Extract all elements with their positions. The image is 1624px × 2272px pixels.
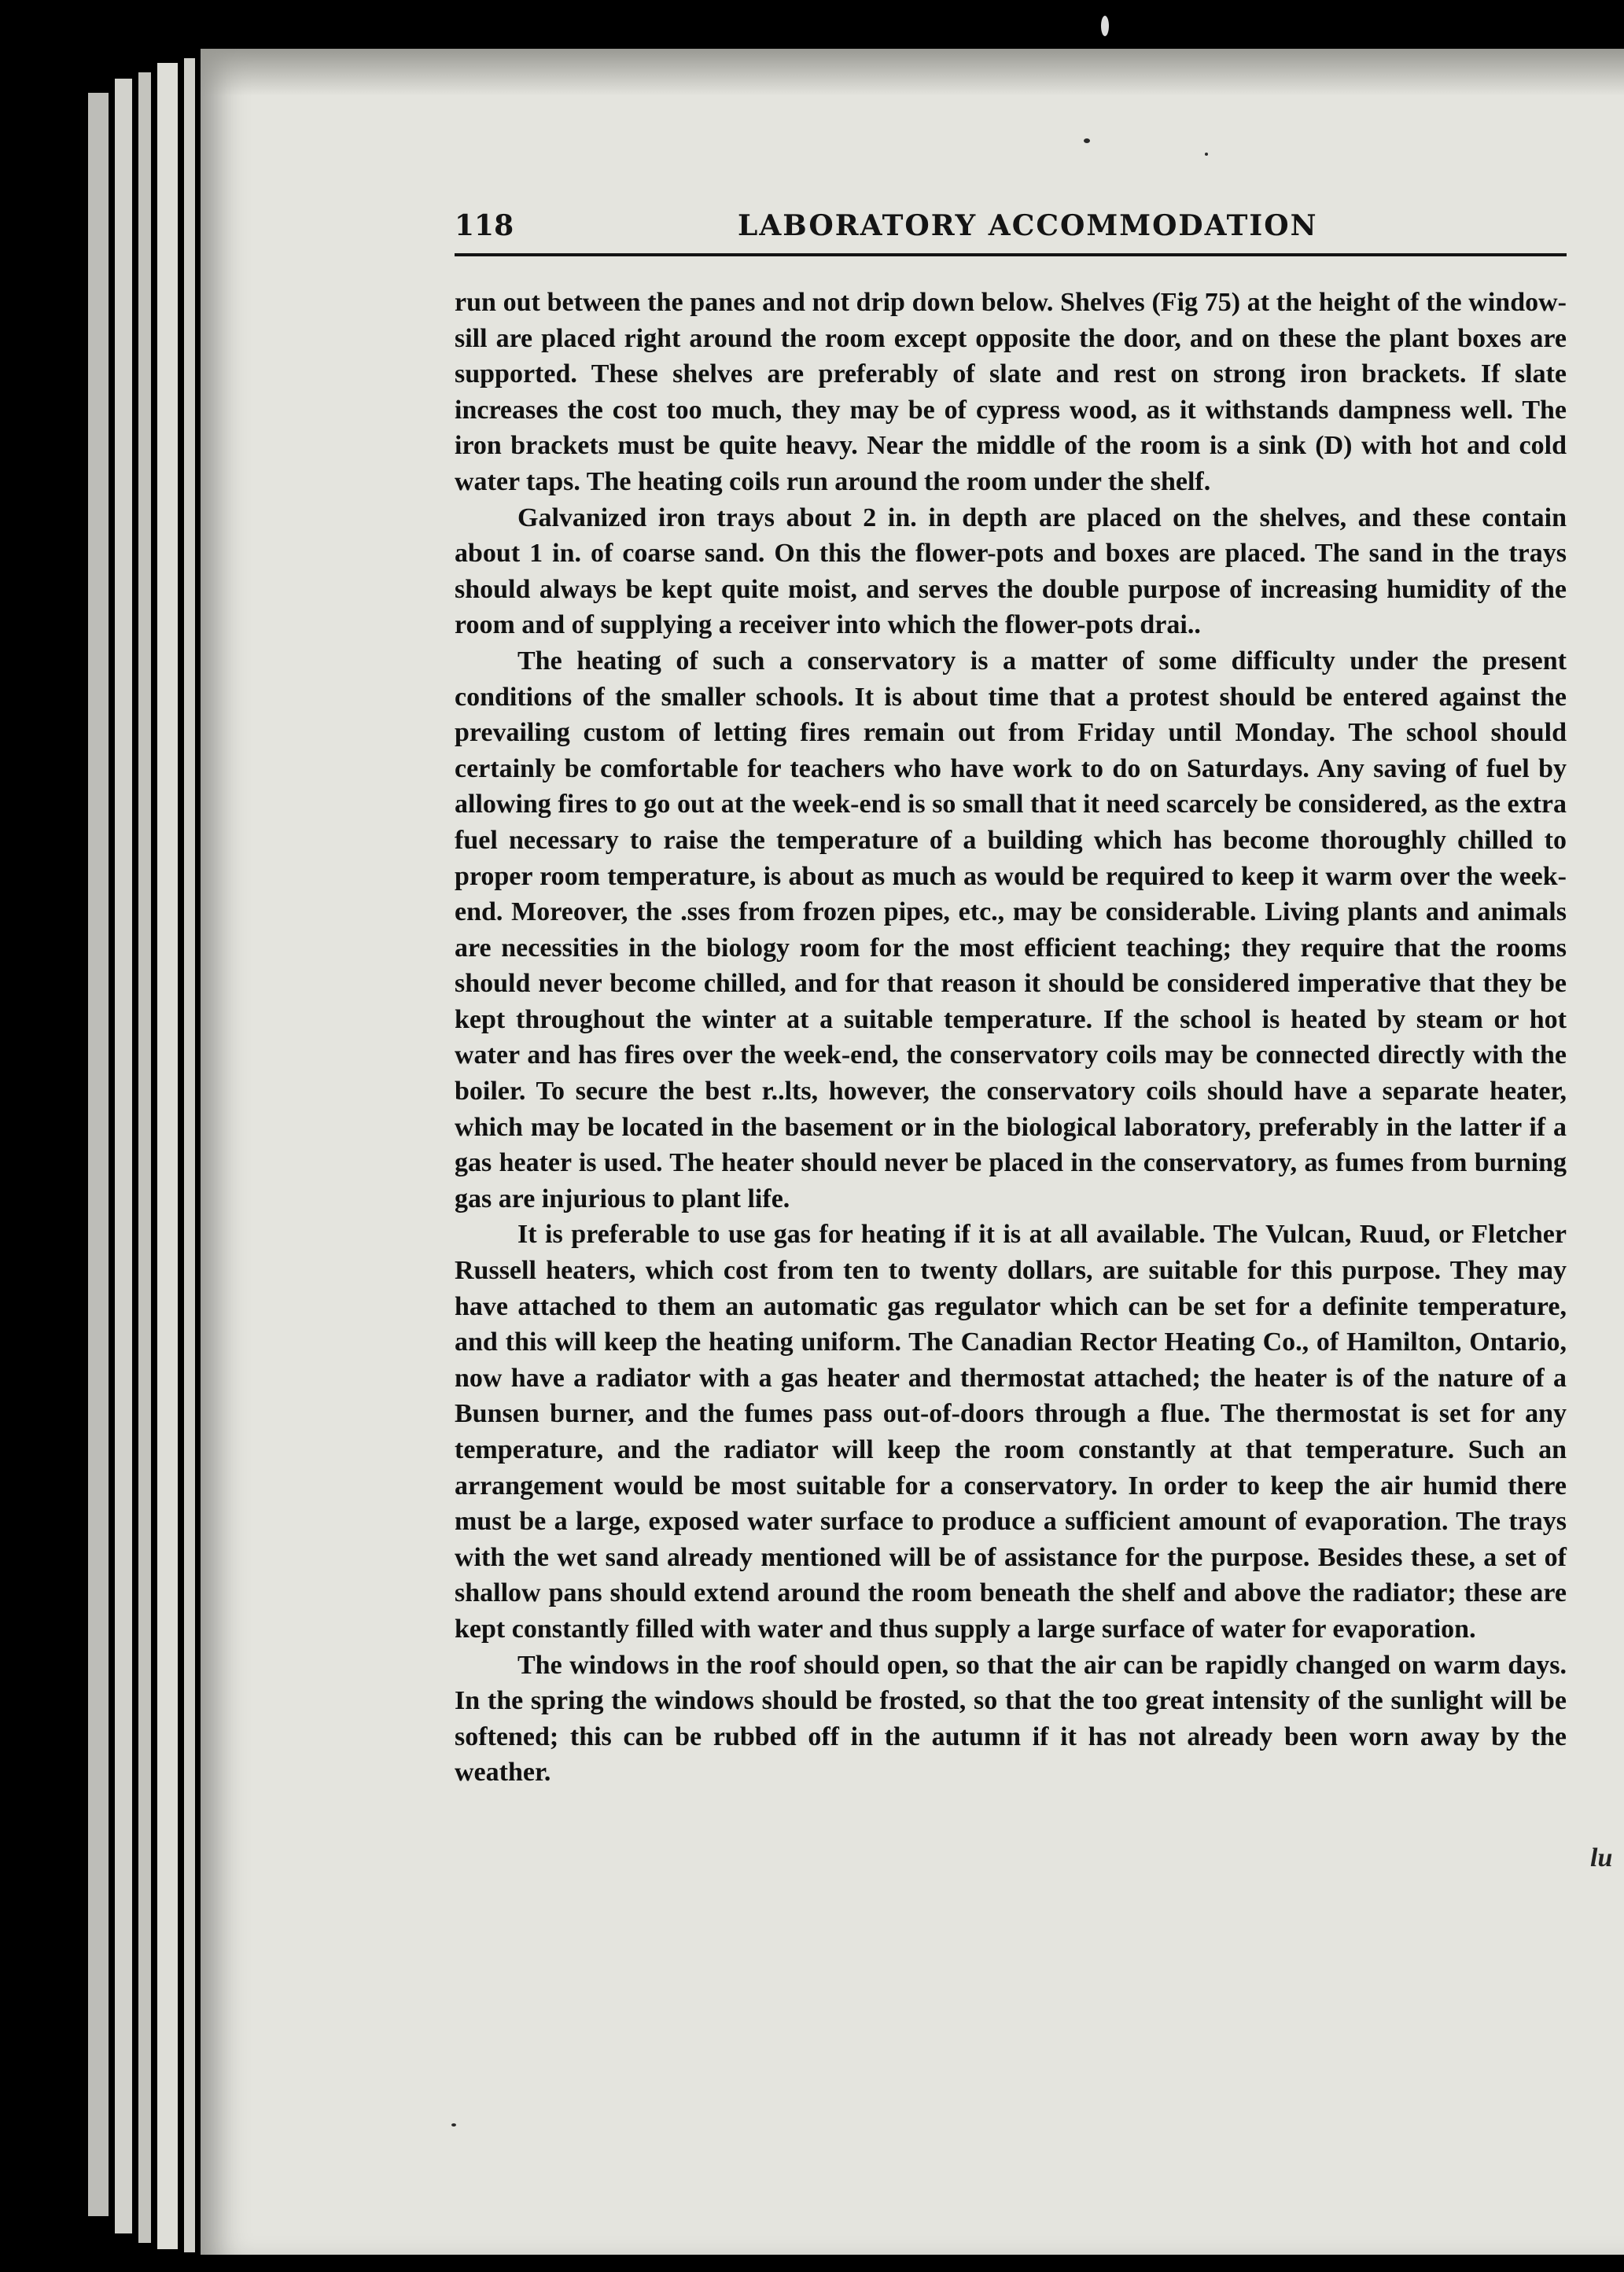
- running-head: LABORATORY ACCOMMODATION: [738, 209, 1318, 242]
- page-edge: [184, 58, 195, 2252]
- paragraph: Galvanized iron trays about 2 in. in depth are placed on the shelves, and these contain about 1 in. of coarse sand. On this the flower-pots and boxes are placed. The sand in the trays should always be kept quite moist, and serves the double purpose of increasing humidity of the room and of supplying a receiver into which the flower-pots drai..: [455, 503, 1567, 640]
- dust-speck: [1101, 16, 1109, 36]
- header-rule: [455, 253, 1567, 256]
- page-number: 118: [455, 209, 514, 242]
- paragraph: The windows in the roof should open, so that the air can be rapidly changed on warm days. In the spring the windows should be frosted, so that the too great intensity of the sunlight will be softened; this can be rubbed off in the autumn if it has not already been worn away by the weather.: [455, 1650, 1567, 1788]
- page-edge: [88, 93, 109, 2216]
- page-edge: [138, 72, 151, 2243]
- page-edge: [157, 63, 178, 2249]
- page-edge: [115, 79, 132, 2233]
- paragraph: The heating of such a conservatory is a matter of some difficulty under the present conditions of the smaller schools. It is about time that a protest should be entered against the prevailing custom of letting fires remain out from Friday until Monday. The school should certainly be comfortable for teachers who have work to do on Saturdays. Any saving of fuel by allowing fires to go out at the week-end is so small that it need scarcely be considered, as the extra fuel necessary to raise the temperature of a building which has become thoroughly chilled to proper room temperature, is about as much as would be required to keep it warm over the week-end. Moreover, the .sses from frozen pipes, etc., may be considerable. Living plants and animals are necessities in the biology room for the most efficient teaching; they require that the rooms should never become chilled, and for that reason it should be considered imperative that they be kept throughout the winter at a suitable temperature. If the school is heated by steam or hot water and has fires over the week-end, the conservatory coils may be connected directly with the boiler. To secure the best r..lts, however, the conservatory coils should have a separate heater, which may be located in the basement or in the biological laboratory, preferably in the latter if a gas heater is used. The heater should never be placed in the conservatory, as fumes from burning gas are injurious to plant life.: [455, 646, 1567, 1213]
- dust-speck: [1084, 138, 1090, 143]
- body-text: [455, 285, 1567, 1791]
- paragraph: It is preferable to use gas for heating if it is at all available. The Vulcan, Ruud, or Fletcher Russell heaters, which cost from ten to twenty dollars, are suitable for this purpose. They may have attached to them an automatic gas regulator which can be set for a definite temperature, and this will keep the heating uniform. The Canadian Rector Heating Co., of Hamilton, Ontario, now have a radiator with a gas heater and thermostat attached; the heater is of the nature of a Bunsen burner, and the fumes pass out-of-doors through a flue. The thermostat is set for any temperature, and the radiator will keep the room constantly at that temperature. Such an arrangement would be most suitable for a conservatory. In order to keep the air humid there must be a large, exposed water surface to produce a sufficient amount of evaporation. The trays with the wet sand already mentioned will be of assistance for the purpose. Besides these, a set of shallow pans should extend around the room beneath the shelf and above the radiator; these are kept constantly filled with water and thus supply a large surface of water for evaporation.: [455, 1220, 1567, 1644]
- paragraph: run out between the panes and not drip down below. Shelves (Fig 75) at the height of the window-sill are placed right around the room except opposite the door, and on these the plant boxes are supported. These shelves are preferably of slate and rest on strong iron brackets. If slate increases the cost too much, they may be of cypress wood, as it withstands dampness well. The iron brackets must be quite heavy. Near the middle of the room is a sink (D) with hot and cold water taps. The heating coils run around the room under the shelf.: [455, 288, 1567, 496]
- margin-mark: lu: [1590, 1843, 1613, 1872]
- dust-speck: [1205, 153, 1208, 156]
- dust-speck: [451, 2123, 456, 2127]
- page-header: [455, 206, 1567, 247]
